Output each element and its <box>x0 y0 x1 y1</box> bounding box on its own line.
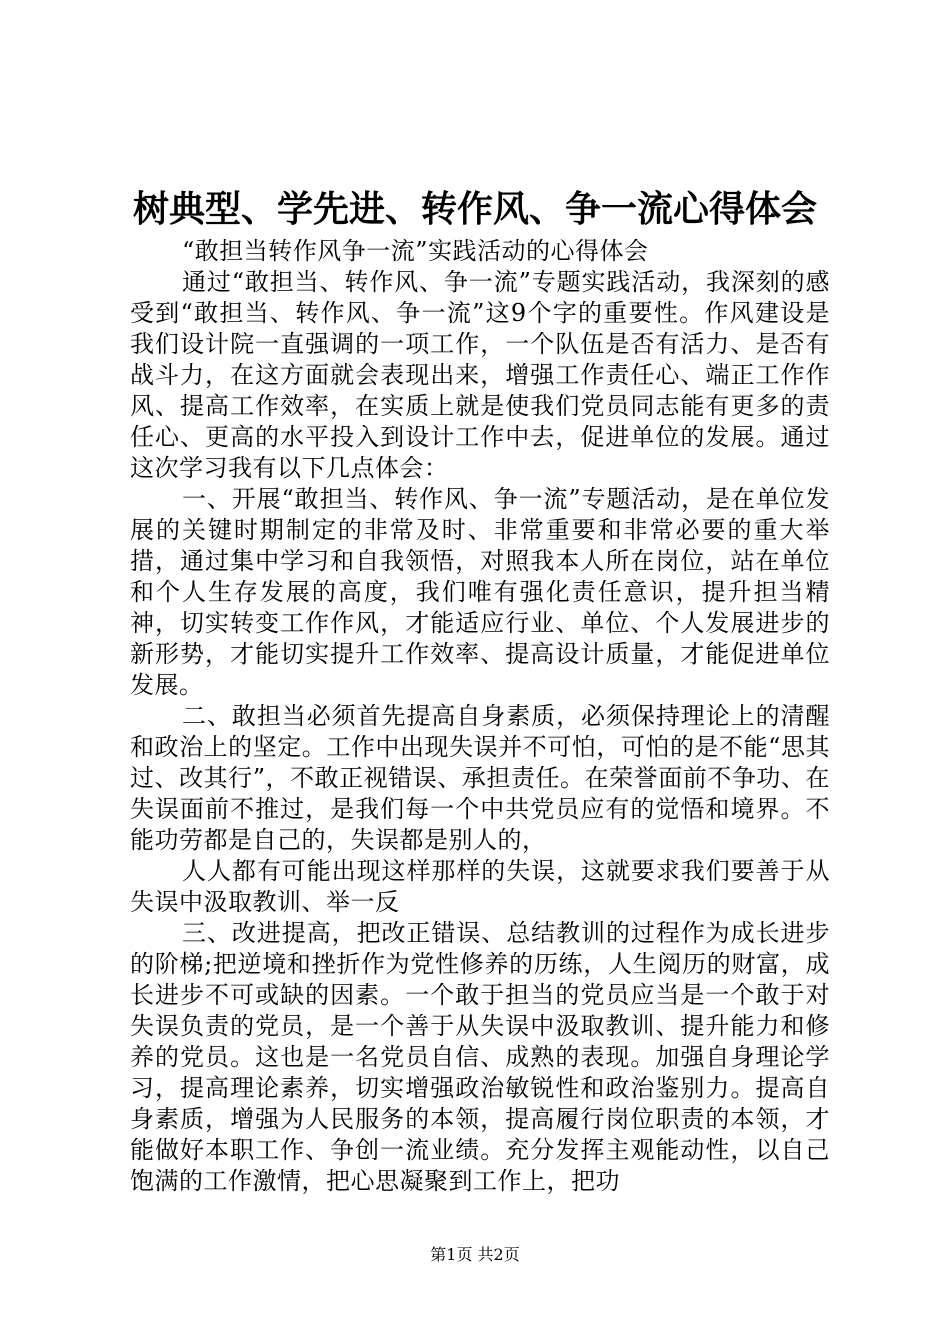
body-paragraph: 一、开展“敢担当、转作风、争一流”专题活动，是在单位发展的关键时期制定的非常及时、非常重要和非常必要的重大举措，通过集中学习和自我领悟，对照我本人所在岗位，站在单位和个人生存发展的高度，我们唯有强化责任意识，提升担当精神，切实转变工作作风，才能适应行业、单位、个人发展进步的新形势，才能切实提升工作效率、提高设计质量，才能促进单位发展。 <box>130 485 830 699</box>
document-title: 树典型、学先进、转作风、争一流心得体会 <box>132 188 817 230</box>
body-paragraph: 通过“敢担当、转作风、争一流”专题实践活动，我深刻的感受到“敢担当、转作风、争一流”这9个字的重要性。作风建设是我们设计院一直强调的一项工作，一个队伍是否有活力、是否有战斗力，在这方面就会表现出来，增强工作责任心、端正工作作风、提高工作效率，在实质上就是使我们党员同志能有更多的责任心、更高的水平投入到设计工作中去，促进单位的发展。通过这次学习我有以下几点体会： <box>130 268 830 482</box>
subtitle-paragraph: “敢担当转作风争一流”实践活动的心得体会 <box>182 237 649 265</box>
body-paragraph: 三、改进提高，把改正错误、总结教训的过程作为成长进步的阶梯;把逆境和挫折作为党性修养的历练，人生阅历的财富，成长进步不可或缺的因素。一个敢于担当的党员应当是一个敢于对失误负责的党员，是一个善于从失误中汲取教训、提升能力和修养的党员。这也是一名党员自信、成熟的表现。加强自身理论学习，提高理论素养，切实增强政治敏锐性和政治鉴别力。提高自身素质，增强为人民服务的本领，提高履行岗位职责的本领，才能做好本职工作、争创一流业绩。充分发挥主观能动性，以自己饱满的工作激情，把心思凝聚到工作上，把功 <box>130 919 830 1195</box>
body-paragraph: 人人都有可能出现这样那样的失误，这就要求我们要善于从失误中汲取教训、举一反 <box>130 857 830 916</box>
page-footer: 第1页 共2页 <box>430 1245 520 1264</box>
document-body <box>130 236 830 1197</box>
body-paragraph: 二、敢担当必须首先提高自身素质，必须保持理论上的清醒和政治上的坚定。工作中出现失误并不可怕，可怕的是不能“思其过、改其行”，不敢正视错误、承担责任。在荣誉面前不争功、在失误面前不推过，是我们每一个中共党员应有的觉悟和境界。不能功劳都是自己的，失误都是别人的， <box>130 702 830 854</box>
